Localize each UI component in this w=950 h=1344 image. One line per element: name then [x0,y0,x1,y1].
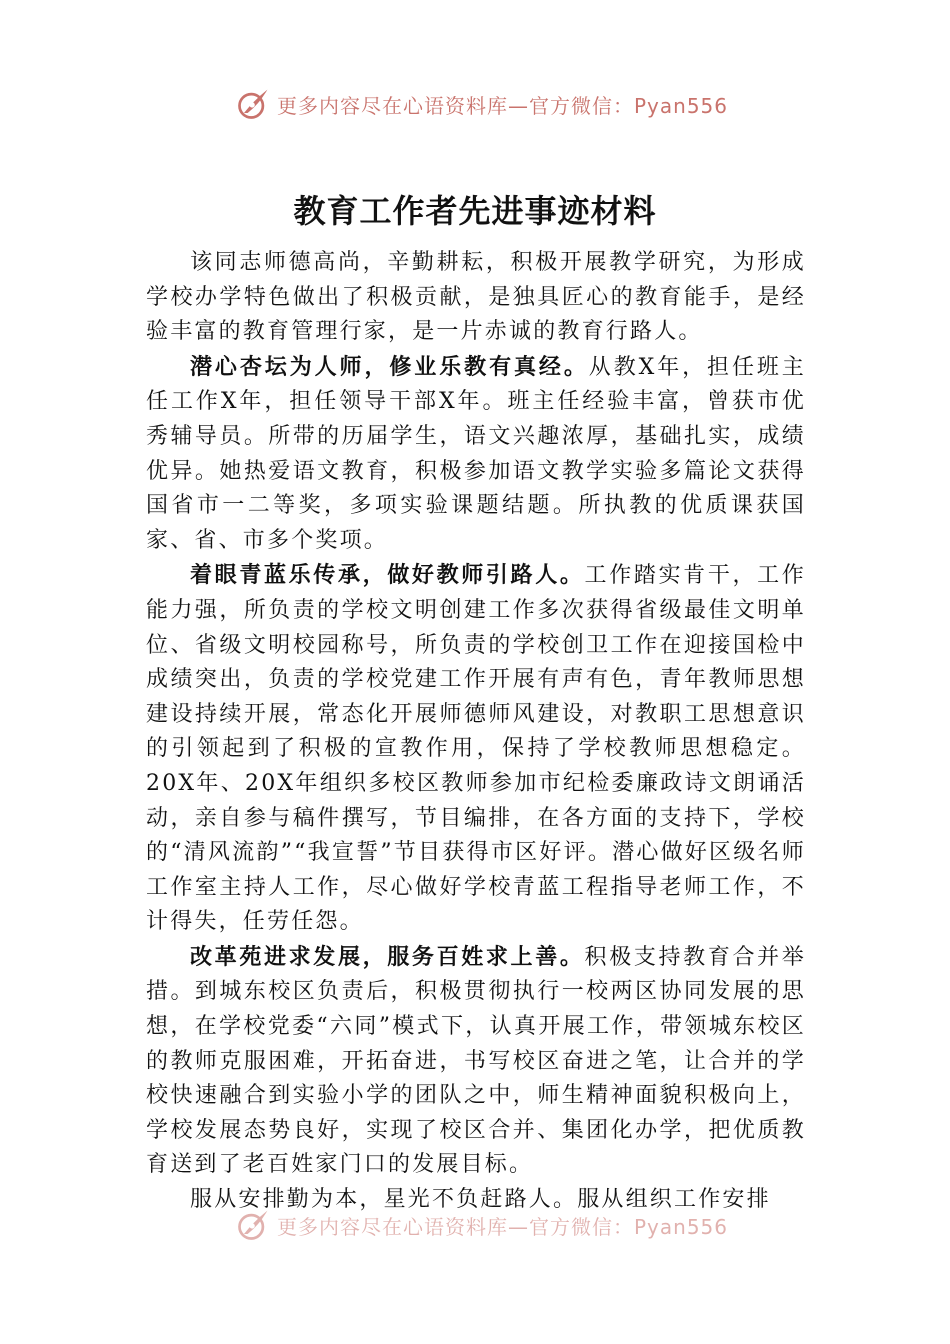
paragraph-section-2 [146,558,806,940]
paragraph-text: 该同志师德高尚，辛勤耕耘，积极开展教学研究，为形成学校办学特色做出了积极贡献，是独具匠心的教育能手，是经验丰富的教育管理行家，是一片赤诚的教育行路人。 [146,250,806,345]
quill-logo-icon [235,86,271,122]
section-heading: 着眼青蓝乐传承，做好教师引路人。 [190,562,585,589]
watermark-footer [235,1208,728,1242]
paragraph-section-1 [146,350,806,559]
section-heading: 改革苑进求发展，服务百姓求上善。 [190,943,585,970]
document-body [146,246,806,1218]
paragraph-intro [146,246,806,350]
paragraph-text: 积极支持教育合并举措。到城东校区负责后，积极贯彻执行一校两区协同发展的思想，在学校党委“六同”模式下，认真开展工作，带领城东校区的教师克服困难，开拓奋进，书写校区奋进之笔，让合并的学校快速融合到实验小学的团队之中，师生精神面貌积极向上，学校发展态势良好，实现了校区合并、集团化办学，把优质教育送到了老百姓家门口的发展目标。 [146,944,806,1178]
watermark-header-text: 更多内容尽在心语资料库—官方微信：Pyan556 [277,93,729,118]
quill-logo-icon [235,1208,271,1242]
paragraph-text: 工作踏实肯干，工作能力强，所负责的学校文明创建工作多次获得省级最佳文明单位、省级文明校园称号，所负责的学校创卫工作在迎接国检中成绩突出，负责的学校党建工作开展有声有色，青年教师思想建设持续开展，常态化开展师德师风建设，对教职工思想意识的引领起到了积极的宣教作用，保持了学校教师思想稳定。20X年、20X年组织多校区教师参加市纪检委廉政诗文朗诵活动，亲自参与稿件撰写，节目编排，在各方面的支持下，学校的“清风流韵”“我宣誓”节目获得市区好评。潜心做好区级名师工作室主持人工作，尽心做好学校青蓝工程指导老师工作，不计得失，任劳任怨。 [146,563,806,935]
watermark-header [235,84,728,124]
section-heading: 潜心杏坛为人师，修业乐教有真经。 [190,353,589,380]
watermark-footer-text: 更多内容尽在心语资料库—官方微信：Pyan556 [277,1214,729,1239]
paragraph-text: 从教X年，担任班主任工作X年，担任领导干部X年。班主任经验丰富，曾获市优秀辅导员。所带的历届学生，语文兴趣浓厚，基础扎实，成绩优异。她热爱语文教育，积极参加语文教学实验多篇论文获得国省市一二等奖，多项实验课题结题。所执教的优质课获国家、省、市多个奖项。 [146,354,807,553]
paragraph-section-3 [146,940,806,1183]
document-title: 教育工作者先进事迹材料 [293,192,657,230]
paragraph-text: 服从安排勤为本，星光不负赶路人。服从组织工作安排 [190,1187,771,1213]
